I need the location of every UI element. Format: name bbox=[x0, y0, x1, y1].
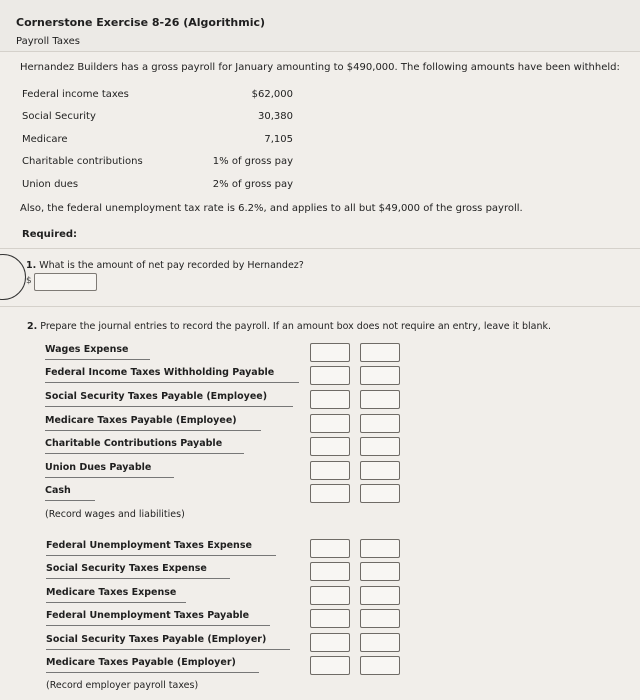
entry1-memo: (Record wages and liabilities) bbox=[45, 509, 185, 520]
entry1-credit-wages-expense[interactable] bbox=[360, 343, 400, 362]
entry2-debit-medicare-payable-employer[interactable] bbox=[310, 656, 350, 675]
withholding-value-union: 2% of gross pay bbox=[212, 179, 293, 190]
entry1-debit-federal-income-taxes[interactable] bbox=[310, 366, 350, 385]
question-1-text: What is the amount of net pay recorded by Hernandez? bbox=[39, 260, 304, 271]
entry2-memo: (Record employer payroll taxes) bbox=[46, 680, 199, 691]
entry1-debit-charitable[interactable] bbox=[310, 437, 350, 456]
required-heading: Required: bbox=[22, 229, 78, 240]
entry1-debit-medicare-employee[interactable] bbox=[310, 414, 350, 433]
entry1-debit-union-dues[interactable] bbox=[310, 461, 350, 480]
entry2-debit-ss-expense[interactable] bbox=[310, 562, 350, 581]
question-2-text: Prepare the journal entries to record the payroll. If an amount box does not require an entry, leave it blank. bbox=[40, 321, 552, 332]
withholding-value-medicare: 7,105 bbox=[264, 134, 293, 145]
entry2-credit-futa-payable[interactable] bbox=[360, 609, 400, 628]
entry1-credit-social-security-employee[interactable] bbox=[360, 390, 400, 409]
entry1-debit-cash[interactable] bbox=[310, 484, 350, 503]
exercise-subtitle: Payroll Taxes bbox=[16, 36, 80, 47]
entry1-account-cash: Cash bbox=[45, 484, 95, 501]
entry1-credit-union-dues[interactable] bbox=[360, 461, 400, 480]
entry1-credit-cash[interactable] bbox=[360, 484, 400, 503]
entry2-credit-ss-expense[interactable] bbox=[360, 562, 400, 581]
question-marker bbox=[0, 254, 26, 300]
withholding-label-medicare: Medicare bbox=[22, 134, 68, 145]
q1-divider bbox=[0, 248, 640, 249]
entry2-debit-ss-payable-employer[interactable] bbox=[310, 633, 350, 652]
withholding-label-federal: Federal income taxes bbox=[22, 89, 129, 100]
entry1-account-charitable: Charitable Contributions Payable bbox=[45, 437, 244, 454]
currency-symbol: $ bbox=[26, 276, 32, 286]
entry1-account-federal-income-taxes: Federal Income Taxes Withholding Payable bbox=[45, 366, 299, 383]
entry2-credit-medicare-payable-employer[interactable] bbox=[360, 656, 400, 675]
withholding-value-social-security: 30,380 bbox=[258, 111, 293, 122]
entry1-account-medicare-employee: Medicare Taxes Payable (Employee) bbox=[45, 414, 261, 431]
entry2-account-ss-payable-employer: Social Security Taxes Payable (Employer) bbox=[46, 633, 290, 650]
entry1-debit-social-security-employee[interactable] bbox=[310, 390, 350, 409]
withholding-label-charitable: Charitable contributions bbox=[22, 156, 143, 167]
entry2-credit-futa-expense[interactable] bbox=[360, 539, 400, 558]
entry1-account-union-dues: Union Dues Payable bbox=[45, 461, 174, 478]
entry2-credit-ss-payable-employer[interactable] bbox=[360, 633, 400, 652]
problem-intro: Hernandez Builders has a gross payroll for January amounting to $490,000. The following amounts have been withheld: bbox=[20, 62, 620, 73]
entry2-account-futa-expense: Federal Unemployment Taxes Expense bbox=[46, 539, 276, 556]
withholding-value-charitable: 1% of gross pay bbox=[212, 156, 293, 167]
entry1-credit-medicare-employee[interactable] bbox=[360, 414, 400, 433]
withholding-label-social-security: Social Security bbox=[22, 111, 96, 122]
entry1-credit-charitable[interactable] bbox=[360, 437, 400, 456]
header-divider bbox=[0, 51, 640, 52]
futa-note: Also, the federal unemployment tax rate is 6.2%, and applies to all but $49,000 of the gross payroll. bbox=[20, 203, 523, 214]
exercise-title: Cornerstone Exercise 8-26 (Algorithmic) bbox=[16, 16, 266, 29]
withholding-value-federal: $62,000 bbox=[251, 89, 293, 100]
entry2-account-futa-payable: Federal Unemployment Taxes Payable bbox=[46, 609, 270, 626]
entry2-debit-futa-payable[interactable] bbox=[310, 609, 350, 628]
entry2-account-medicare-payable-employer: Medicare Taxes Payable (Employer) bbox=[46, 656, 259, 673]
entry2-credit-medicare-expense[interactable] bbox=[360, 586, 400, 605]
question-1 bbox=[26, 260, 304, 271]
entry1-account-wages-expense: Wages Expense bbox=[45, 343, 150, 360]
entry2-debit-futa-expense[interactable] bbox=[310, 539, 350, 558]
entry2-account-medicare-expense: Medicare Taxes Expense bbox=[46, 586, 186, 603]
q2-divider bbox=[0, 306, 640, 307]
question-2 bbox=[27, 321, 551, 332]
question-2-number: 2. bbox=[27, 321, 38, 332]
entry2-account-ss-expense: Social Security Taxes Expense bbox=[46, 562, 230, 579]
entry1-credit-federal-income-taxes[interactable] bbox=[360, 366, 400, 385]
entry2-debit-medicare-expense[interactable] bbox=[310, 586, 350, 605]
question-1-number: 1. bbox=[26, 260, 37, 271]
entry1-debit-wages-expense[interactable] bbox=[310, 343, 350, 362]
net-pay-input[interactable] bbox=[34, 273, 97, 291]
withholding-label-union: Union dues bbox=[22, 179, 79, 190]
entry1-account-social-security-employee: Social Security Taxes Payable (Employee) bbox=[45, 390, 293, 407]
